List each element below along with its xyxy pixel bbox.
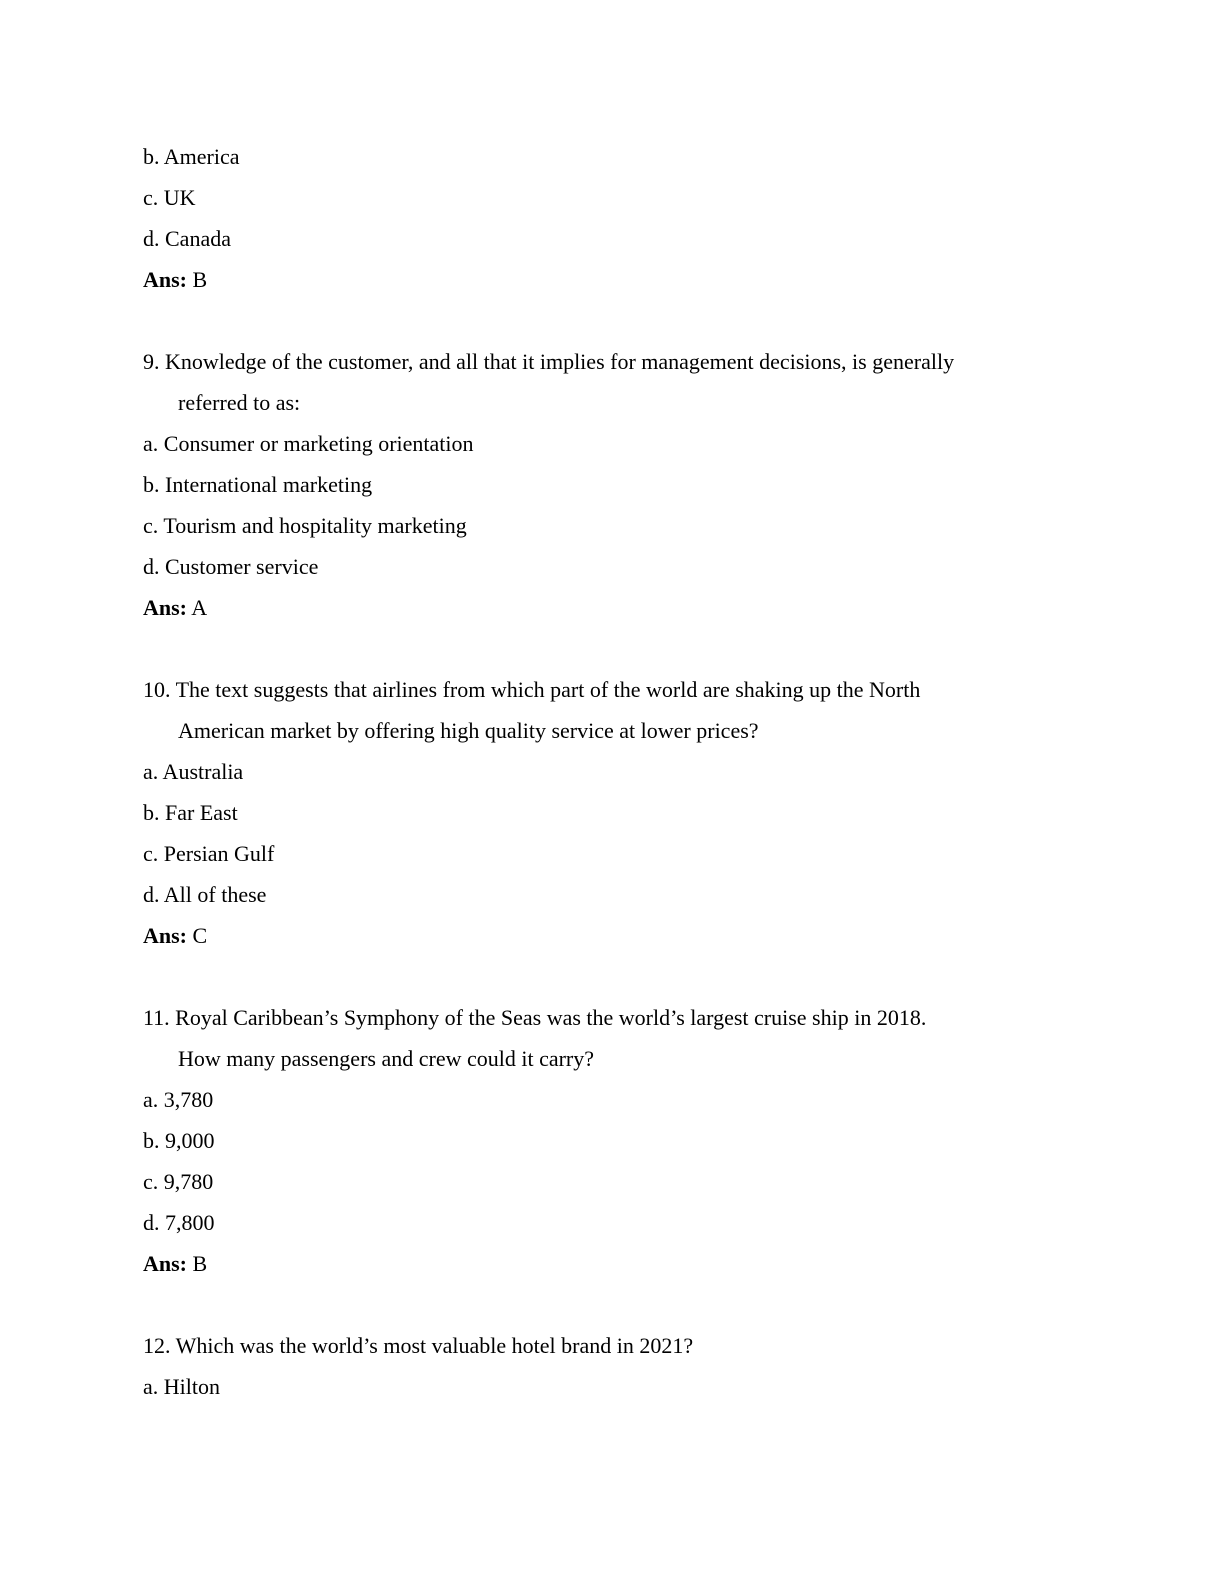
question-11-stem-continued: How many passengers and crew could it carry? xyxy=(178,1046,595,1071)
question-10-option-d: d. All of these xyxy=(143,882,267,907)
question-11-option-a: a. 3,780 xyxy=(143,1087,214,1112)
answer-value: C xyxy=(187,923,208,948)
question-11-answer xyxy=(143,1251,207,1277)
question-10-option-a: a. Australia xyxy=(143,759,244,784)
question-12-option-a: a. Hilton xyxy=(143,1374,220,1399)
answer-value: A xyxy=(187,595,208,620)
question-10-option-b: b. Far East xyxy=(143,800,238,825)
question-9-option-b: b. International marketing xyxy=(143,472,373,497)
answer-line xyxy=(143,267,207,293)
answer-label: Ans: xyxy=(143,595,188,620)
question-11-option-c: c. 9,780 xyxy=(143,1169,214,1194)
answer-label: Ans: xyxy=(143,1251,188,1276)
option-c: c. UK xyxy=(143,185,196,210)
question-9-answer xyxy=(143,595,207,621)
question-10-stem: 10. The text suggests that airlines from which part of the world are shaking up the North xyxy=(143,677,921,702)
question-11-stem: 11. Royal Caribbean’s Symphony of the Seas was the world’s largest cruise ship in 2018. xyxy=(143,1005,927,1030)
question-9-stem-continued: referred to as: xyxy=(178,390,301,415)
question-9-stem: 9. Knowledge of the customer, and all that it implies for management decisions, is generally xyxy=(143,349,955,374)
question-12-stem: 12. Which was the world’s most valuable hotel brand in 2021? xyxy=(143,1333,694,1358)
answer-value: B xyxy=(187,1251,208,1276)
answer-value: B xyxy=(187,267,208,292)
option-d: d. Canada xyxy=(143,226,231,251)
question-11-option-b: b. 9,000 xyxy=(143,1128,215,1153)
answer-label: Ans: xyxy=(143,267,188,292)
question-9-option-a: a. Consumer or marketing orientation xyxy=(143,431,474,456)
question-11-option-d: d. 7,800 xyxy=(143,1210,215,1235)
question-10-answer xyxy=(143,923,207,949)
answer-label: Ans: xyxy=(143,923,188,948)
option-b: b. America xyxy=(143,144,240,169)
question-10-option-c: c. Persian Gulf xyxy=(143,841,275,866)
question-9-option-d: d. Customer service xyxy=(143,554,319,579)
question-10-stem-continued: American market by offering high quality service at lower prices? xyxy=(178,718,759,743)
question-9-option-c: c. Tourism and hospitality marketing xyxy=(143,513,467,538)
